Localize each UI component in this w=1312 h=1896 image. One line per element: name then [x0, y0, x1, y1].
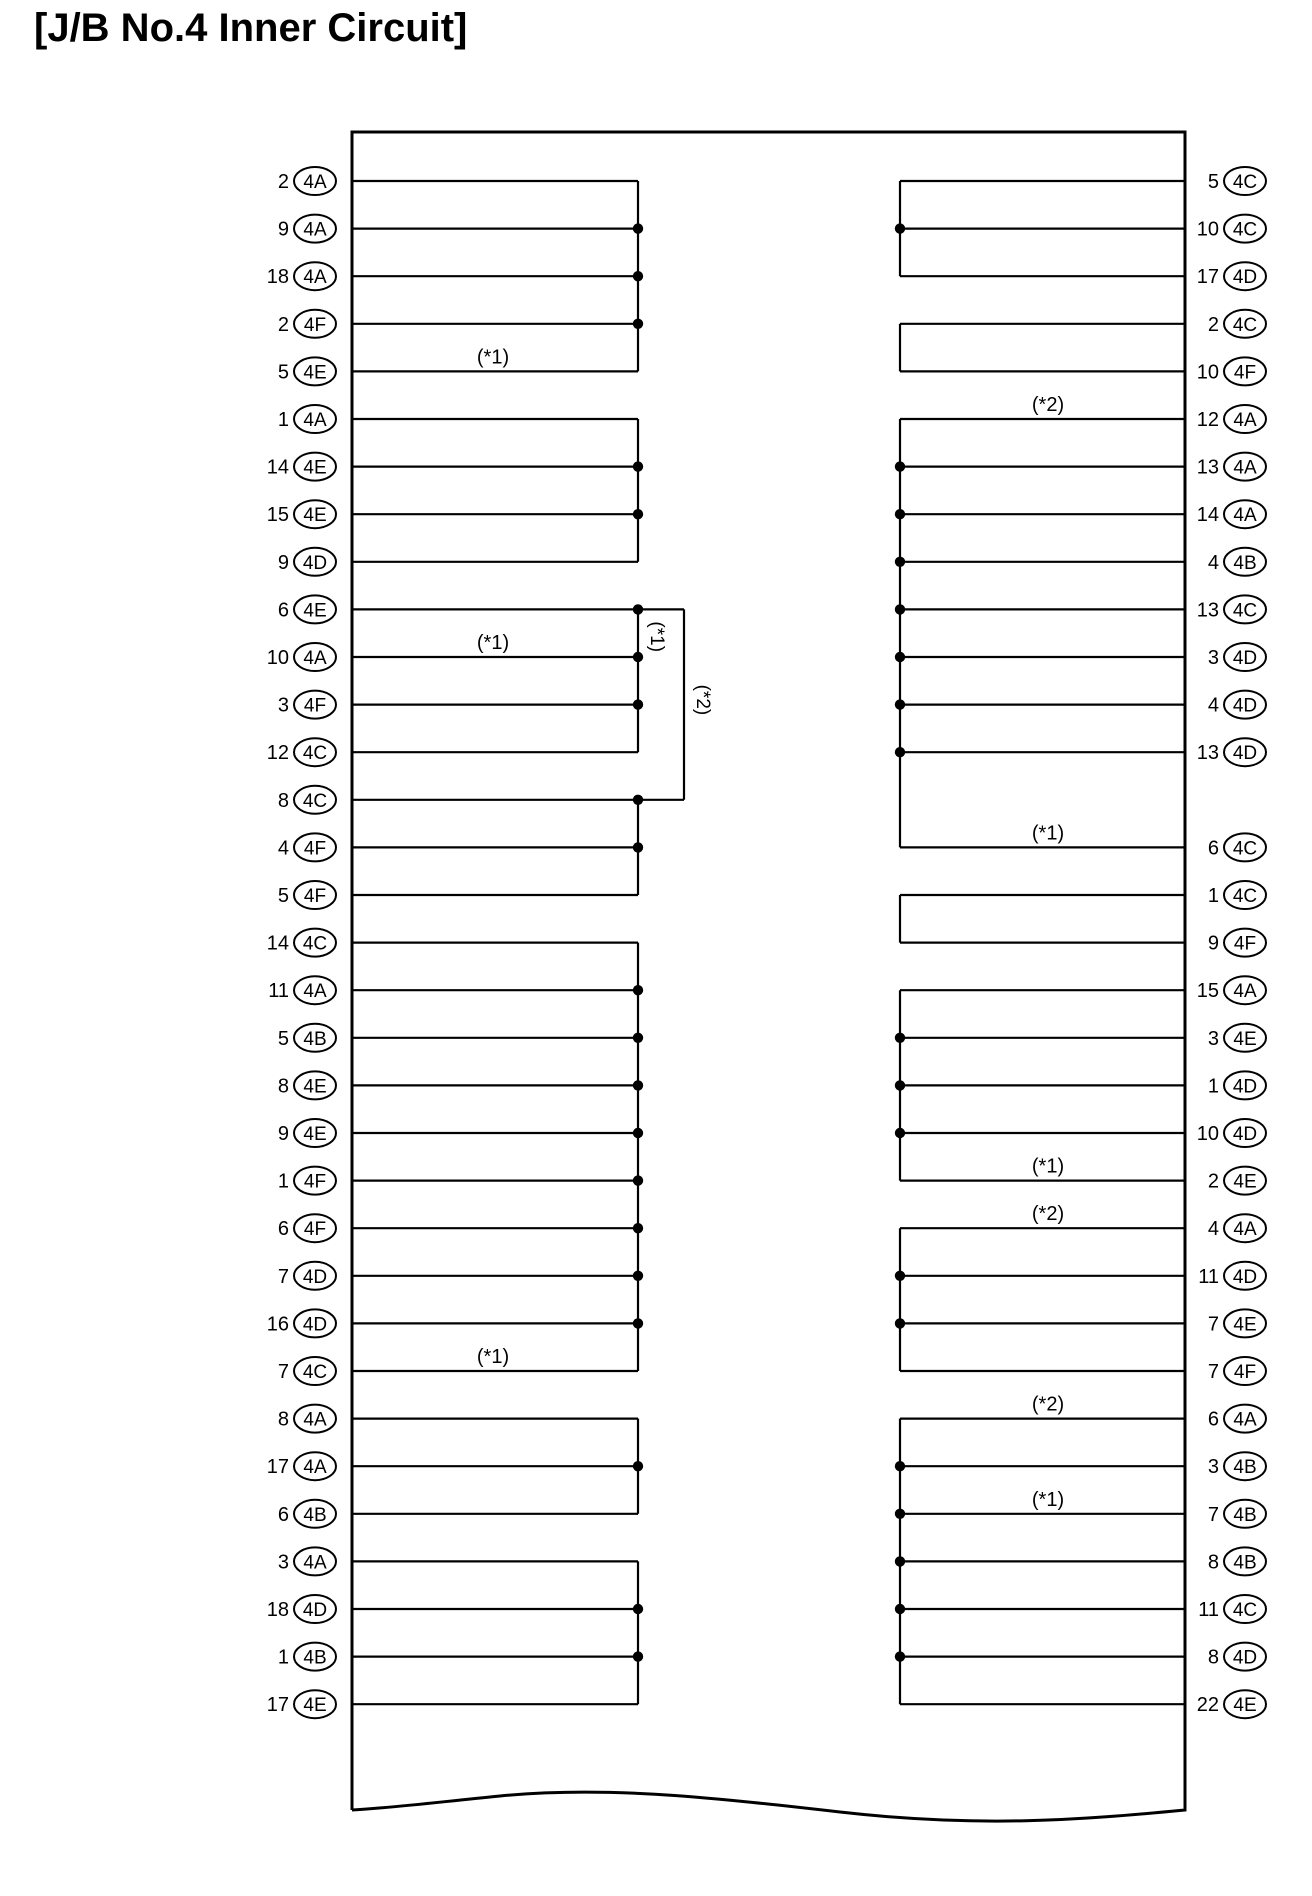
pin-number: 8 [277, 1075, 289, 1098]
right-pin [1208, 1405, 1266, 1433]
connector-id: 4A [303, 1409, 327, 1431]
junction-dot [895, 1318, 905, 1328]
pin-number: 11 [1198, 1265, 1219, 1288]
junction-dot [895, 1509, 905, 1519]
pin-number: 6 [277, 599, 289, 622]
connector-id: 4E [1233, 1314, 1257, 1336]
pin-number: 7 [1207, 1313, 1219, 1336]
pin-number: 13 [1196, 456, 1219, 479]
junction-dot [633, 985, 643, 995]
connector-id: 4C [1232, 172, 1258, 193]
pin-number: 17 [266, 1456, 289, 1479]
pin-number: 8 [277, 1408, 289, 1431]
left-pin [267, 1309, 336, 1337]
junction-block-outline [352, 132, 1185, 1821]
pin-number: 1 [277, 1170, 289, 1193]
connector-id: 4A [303, 1552, 327, 1574]
connector-id: 4A [303, 981, 327, 1003]
right-pin [1208, 310, 1266, 338]
right-circuit-group [895, 181, 1185, 276]
right-circuit-group [895, 1203, 1185, 1371]
circuit-note: (*1) [476, 346, 510, 369]
left-circuit-group [352, 609, 643, 752]
right-pin [1197, 215, 1266, 243]
junction-dot [633, 1033, 643, 1043]
junction-dot [895, 747, 905, 757]
left-pin [278, 881, 336, 909]
pin-number: 15 [266, 504, 289, 527]
left-pin [278, 1119, 336, 1147]
bridge-note: (*1) [646, 621, 667, 653]
pin-number: 10 [1196, 1123, 1219, 1145]
connector-id: 4D [1232, 695, 1258, 717]
right-pin [1197, 976, 1266, 1004]
connector-id: 4B [303, 1028, 327, 1050]
circuit-note: (*1) [1031, 1155, 1065, 1178]
connector-id: 4D [1232, 267, 1258, 289]
block-outline [352, 132, 1185, 1821]
junction-dot [633, 223, 643, 233]
junction-dot [633, 1080, 643, 1090]
pin-number: 10 [1196, 218, 1219, 241]
connector-id: 4A [1233, 1409, 1257, 1431]
pin-number: 15 [1196, 980, 1219, 1003]
connector-id: 4C [1232, 219, 1258, 241]
connector-id: 4F [303, 1171, 327, 1193]
junction-dot [633, 1223, 643, 1233]
junction-dot [895, 1604, 905, 1614]
bridge-circuit [633, 604, 713, 805]
connector-id: 4D [1232, 1076, 1258, 1098]
pin-number: 10 [1196, 361, 1219, 384]
pin-number: 9 [277, 551, 289, 574]
connector-id: 4D [302, 1314, 328, 1336]
circuit-note: (*1) [1031, 822, 1065, 845]
right-pin [1208, 929, 1266, 957]
pin-number: 4 [1207, 694, 1219, 717]
junction-dot [895, 223, 905, 233]
connector-id: 4C [1232, 314, 1258, 336]
connector-id: 4F [303, 886, 327, 907]
junction-dot [633, 319, 643, 329]
pin-number: 7 [277, 1361, 289, 1383]
pin-number: 5 [277, 885, 289, 907]
junction-dot [633, 604, 643, 614]
right-pin [1208, 1214, 1266, 1242]
pin-number: 2 [277, 313, 289, 336]
pin-number: 9 [1207, 932, 1219, 955]
connector-id: 4A [303, 1457, 327, 1479]
left-circuit-group [352, 1419, 643, 1514]
connector-id: 4A [1233, 981, 1257, 1003]
connector-id: 4B [1233, 1552, 1257, 1574]
left-pin [278, 357, 336, 385]
left-pin [267, 1452, 336, 1480]
right-pin [1208, 548, 1266, 576]
junction-dot [633, 1175, 643, 1185]
pin-number: 13 [1196, 742, 1219, 765]
right-circuit-group [895, 394, 1185, 847]
pin-number: 3 [1207, 1027, 1219, 1050]
connector-id: 4B [303, 1504, 327, 1526]
junction-dot [895, 509, 905, 519]
pin-number: 7 [1207, 1361, 1219, 1383]
junction-dot [895, 1271, 905, 1281]
left-pin [278, 405, 336, 433]
junction-dot [633, 1271, 643, 1281]
right-pin [1208, 1547, 1266, 1575]
connector-id: 4B [303, 1647, 327, 1669]
right-pin [1208, 691, 1266, 719]
connector-id: 4E [1233, 1171, 1257, 1193]
connector-id: 4D [1232, 1647, 1258, 1669]
left-pin [267, 453, 336, 481]
right-pin [1208, 1500, 1266, 1528]
left-pin [267, 500, 336, 528]
connector-id: 4A [303, 172, 327, 193]
connector-id: 4E [303, 1076, 327, 1098]
pin-number: 2 [1207, 313, 1219, 336]
junction-dot [895, 1128, 905, 1138]
pin-number: 1 [277, 1646, 289, 1669]
connector-id: 4A [1233, 457, 1257, 479]
left-pin [267, 738, 336, 766]
pin-number: 5 [1207, 171, 1219, 193]
junction-dot [895, 1080, 905, 1090]
right-pin [1208, 1309, 1266, 1337]
connector-id: 4F [303, 695, 327, 717]
pin-number: 14 [1196, 504, 1219, 527]
left-pin [278, 833, 336, 861]
connector-id: 4F [1233, 362, 1257, 384]
left-pin [278, 1643, 336, 1671]
pin-number: 2 [1207, 1170, 1219, 1193]
connector-id: 4E [1233, 1695, 1257, 1717]
connector-id: 4F [303, 314, 327, 336]
connector-id: 4A [303, 267, 327, 289]
left-pin [278, 595, 336, 623]
pin-number: 1 [1207, 1075, 1219, 1098]
left-pin [267, 1595, 336, 1623]
connector-id: 4C [302, 790, 328, 812]
right-pin [1197, 453, 1266, 481]
right-pin [1208, 833, 1266, 861]
left-pin [278, 1167, 336, 1195]
left-pin [278, 786, 336, 814]
right-pin [1197, 500, 1266, 528]
left-circuit-group [352, 181, 643, 371]
pin-number: 13 [1196, 599, 1219, 622]
circuit-note: (*1) [476, 632, 510, 654]
right-pin [1197, 405, 1266, 433]
connector-id: 4C [302, 933, 328, 955]
circuit-note: (*2) [1031, 1393, 1065, 1416]
left-pin [278, 1500, 336, 1528]
right-pin [1208, 1452, 1266, 1480]
connector-id: 4C [302, 1362, 328, 1383]
left-pin [267, 262, 336, 290]
left-pin [278, 1405, 336, 1433]
bridge-note: (*2) [692, 684, 713, 716]
left-pin [278, 1024, 336, 1052]
left-pin [268, 976, 336, 1004]
junction-dot [895, 1651, 905, 1661]
junction-dot [895, 1556, 905, 1566]
junction-dot [633, 1651, 643, 1661]
pin-number: 9 [277, 218, 289, 241]
junction-dot [633, 652, 643, 662]
connector-id: 4B [1233, 552, 1257, 574]
connector-id: 4C [1232, 600, 1258, 622]
junction-dot [633, 842, 643, 852]
junction-dot [633, 699, 643, 709]
pin-number: 11 [268, 980, 289, 1003]
connector-id: 4D [1232, 648, 1258, 669]
left-circuit-group [352, 419, 643, 562]
left-circuit-group [352, 1561, 643, 1704]
left-pin [267, 643, 336, 671]
pin-number: 8 [277, 789, 289, 812]
connector-id: 4D [302, 1600, 328, 1621]
pin-number: 6 [1207, 837, 1219, 860]
right-pin [1208, 881, 1266, 909]
pin-number: 4 [277, 837, 289, 860]
left-pin [278, 215, 336, 243]
right-pin [1208, 167, 1266, 195]
pin-number: 10 [266, 647, 289, 669]
connector-id: 4C [1232, 1600, 1258, 1621]
pin-number: 4 [1207, 1218, 1219, 1241]
pin-number: 6 [277, 1503, 289, 1526]
junction-dot [895, 652, 905, 662]
connector-id: 4C [1232, 886, 1258, 907]
right-pin [1197, 1119, 1266, 1147]
connector-id: 4C [302, 743, 328, 765]
connector-id: 4F [1233, 933, 1257, 955]
pin-number: 7 [277, 1265, 289, 1288]
junction-dot [895, 604, 905, 614]
pin-number: 5 [277, 1027, 289, 1050]
left-pin [267, 929, 336, 957]
pin-number: 18 [266, 266, 289, 289]
pin-number: 2 [277, 171, 289, 193]
connector-id: 4E [1233, 1028, 1257, 1050]
right-circuit-group [895, 1394, 1185, 1705]
pin-number: 11 [1198, 1599, 1219, 1621]
connector-id: 4E [303, 505, 327, 527]
right-circuit-group [900, 324, 1185, 372]
right-pin [1208, 1024, 1266, 1052]
left-circuit-group [352, 943, 643, 1371]
right-pin [1208, 1357, 1266, 1385]
pin-number: 1 [1207, 885, 1219, 907]
pin-number: 17 [1196, 266, 1219, 289]
right-pin [1197, 1690, 1266, 1718]
page-title: [J/B No.4 Inner Circuit] [34, 6, 468, 50]
connector-id: 4A [1233, 1219, 1257, 1241]
connector-id: 4F [303, 838, 327, 860]
connector-id: 4A [303, 648, 327, 669]
left-circuit-group [352, 800, 643, 895]
pin-number: 14 [266, 456, 289, 479]
left-pin [278, 548, 336, 576]
connector-id: 4D [1232, 1266, 1258, 1288]
connector-id: 4A [303, 219, 327, 241]
junction-dot [633, 1128, 643, 1138]
pin-number: 6 [277, 1218, 289, 1241]
connector-id: 4A [1233, 505, 1257, 527]
pin-number: 16 [266, 1313, 289, 1336]
connector-id: 4A [303, 410, 327, 431]
connector-id: 4F [303, 1219, 327, 1241]
junction-dot [633, 509, 643, 519]
left-pin [278, 1071, 336, 1099]
junction-dot [895, 1033, 905, 1043]
pin-number: 18 [266, 1599, 289, 1621]
connector-id: 4D [302, 552, 328, 574]
connector-id: 4B [1233, 1457, 1257, 1479]
pin-number: 3 [1207, 647, 1219, 669]
connector-id: 4C [1232, 838, 1258, 860]
pin-number: 17 [266, 1694, 289, 1717]
right-pin [1198, 1262, 1266, 1290]
left-pin [278, 1357, 336, 1385]
pin-number: 3 [277, 1551, 289, 1574]
pin-number: 6 [1207, 1408, 1219, 1431]
left-pin [267, 1690, 336, 1718]
junction-dot [895, 557, 905, 567]
junction-dot [895, 1461, 905, 1471]
junction-dot [895, 461, 905, 471]
pin-number: 3 [277, 694, 289, 717]
left-pin [278, 310, 336, 338]
pin-number: 12 [1196, 409, 1219, 431]
connector-id: 4E [303, 1124, 327, 1145]
pin-number: 5 [277, 361, 289, 384]
connector-id: 4A [1233, 410, 1257, 431]
pin-number: 8 [1207, 1646, 1219, 1669]
connector-id: 4B [1233, 1504, 1257, 1526]
junction-dot [633, 461, 643, 471]
internal-wiring [352, 181, 1185, 1704]
right-pin [1197, 738, 1266, 766]
junction-dot [633, 1461, 643, 1471]
left-pin [278, 1262, 336, 1290]
pin-number: 12 [266, 742, 289, 765]
left-pin [278, 167, 336, 195]
pin-number: 8 [1207, 1551, 1219, 1574]
pin-number: 3 [1207, 1456, 1219, 1479]
connector-id: 4E [303, 1695, 327, 1717]
right-pin [1208, 1071, 1266, 1099]
right-pin [1197, 262, 1266, 290]
right-pin [1208, 1167, 1266, 1195]
pin-number: 22 [1196, 1694, 1219, 1717]
pin-number: 14 [266, 932, 289, 955]
connector-id: 4E [303, 457, 327, 479]
circuit-note: (*2) [1031, 394, 1065, 416]
pin-number: 1 [277, 409, 289, 431]
circuit-note: (*1) [1031, 1488, 1065, 1511]
connector-id: 4E [303, 600, 327, 622]
right-pin [1208, 1643, 1266, 1671]
right-pin [1197, 595, 1266, 623]
pin-number: 4 [1207, 551, 1219, 574]
junction-dot [895, 699, 905, 709]
circuit-note: (*2) [1031, 1203, 1065, 1226]
junction-dot [633, 271, 643, 281]
right-circuit-group [900, 895, 1185, 943]
right-pin [1198, 1595, 1266, 1623]
right-pin [1197, 357, 1266, 385]
left-pin [278, 1547, 336, 1575]
circuit-note: (*1) [476, 1346, 510, 1368]
connector-id: 4D [302, 1266, 328, 1288]
junction-dot [633, 1318, 643, 1328]
left-pin [278, 1214, 336, 1242]
connector-id: 4E [303, 362, 327, 384]
connector-id: 4D [1232, 743, 1258, 765]
left-pin [278, 691, 336, 719]
right-pin [1208, 643, 1266, 671]
connector-id: 4D [1232, 1124, 1258, 1145]
connector-id: 4F [1233, 1362, 1257, 1383]
junction-dot [633, 795, 643, 805]
junction-dot [633, 1604, 643, 1614]
pin-number: 7 [1207, 1503, 1219, 1526]
right-circuit-group [895, 990, 1185, 1180]
pin-number: 9 [277, 1123, 289, 1145]
